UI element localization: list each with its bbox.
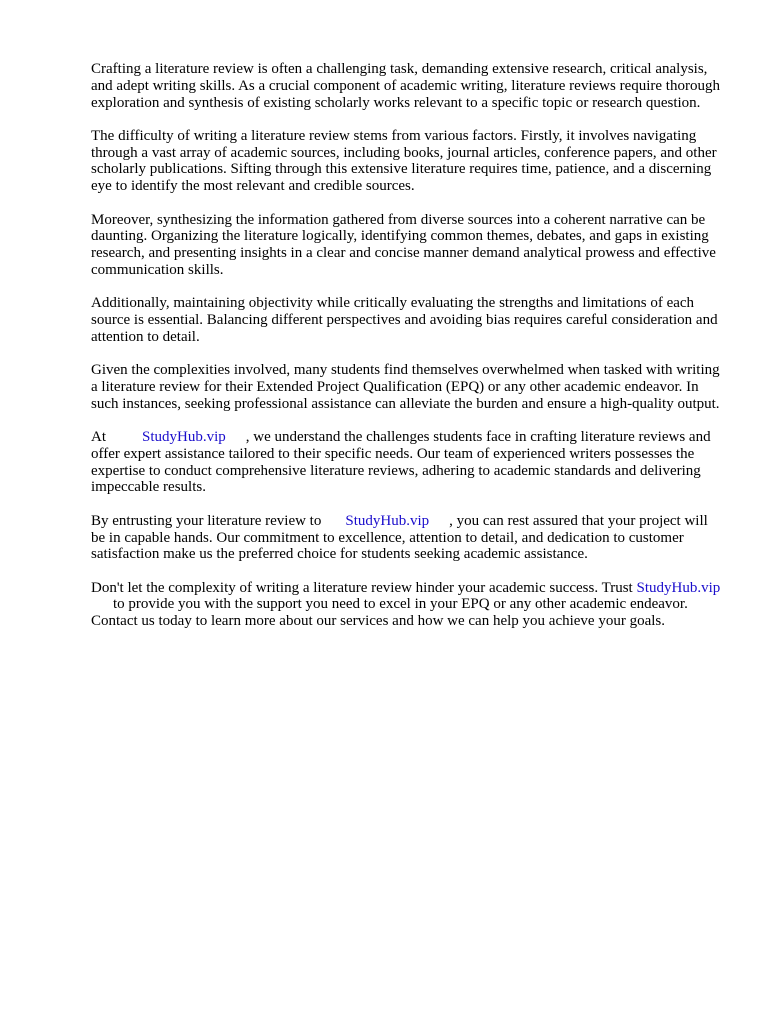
paragraph-difficulty: The difficulty of writing a literature review stems from various factors. Firstly, it involves navigating through a vast array of academic sources, including books, journal articles, conference papers, and other scholarly publications. Sifting through this extensive literature requires time, patience, and a discerning eye to identify the most relevant and credible sources. bbox=[91, 127, 717, 195]
paragraph-objectivity: Additionally, maintaining objectivity while critically evaluating the strengths and limitations of each source is essential. Balancing different perspectives and avoiding bias requires careful consideration and attention to detail. bbox=[91, 295, 718, 345]
document-body bbox=[91, 61, 721, 647]
paragraph-text: to provide you with the support you need to excel in your EPQ or any other academic endeavor. Contact us today to learn more about our services and how we can help you achieve your goals. bbox=[91, 596, 688, 630]
paragraph-complexities: Given the complexities involved, many students find themselves overwhelmed when tasked with writing a literature review for their Extended Project Qualification (EPQ) or any other academic endeavor. In such instances, seeking professional assistance can alleviate the burden and ensure a high-quality output. bbox=[91, 362, 720, 412]
paragraph-studyhub-offer bbox=[91, 429, 721, 496]
paragraph-text: At bbox=[91, 429, 106, 446]
paragraph-text: By entrusting your literature review to bbox=[91, 512, 322, 529]
paragraph-entrusting bbox=[91, 513, 721, 563]
paragraph-text: , we understand the challenges students face in crafting literature reviews and offer expert assistance tailored to their specific needs. Our team of experienced writers possesses the expertise to conduct comprehensive literature reviews, adhering to academic standards and delivering impeccable results. bbox=[91, 429, 711, 496]
paragraph-closing bbox=[91, 580, 721, 630]
paragraph-text: Don't let the complexity of writing a literature review hinder your academic success. Trust bbox=[91, 579, 633, 596]
paragraph-intro: Crafting a literature review is often a challenging task, demanding extensive research, critical analysis, and adept writing skills. As a crucial component of academic writing, literature reviews require thorough exploration and synthesis of existing scholarly works relevant to a specific topic or research question. bbox=[91, 61, 720, 111]
studyhub-link[interactable]: StudyHub.vip bbox=[142, 429, 226, 446]
studyhub-link[interactable]: StudyHub.vip bbox=[345, 512, 430, 529]
paragraph-synthesis: Moreover, synthesizing the information gathered from diverse sources into a coherent narrative can be daunting. Organizing the literature logically, identifying common themes, debates, and gaps in existing research, and presenting insights in a clear and concise manner demand analytical prowess and effective communication skills. bbox=[91, 211, 716, 278]
paragraph-text: , you can rest assured that your project will be in capable hands. Our commitment to excellence, attention to detail, and dedication to customer satisfaction make us the preferred choice for students seeking academic assistance. bbox=[91, 512, 708, 563]
studyhub-link[interactable]: StudyHub.vip bbox=[636, 579, 721, 596]
